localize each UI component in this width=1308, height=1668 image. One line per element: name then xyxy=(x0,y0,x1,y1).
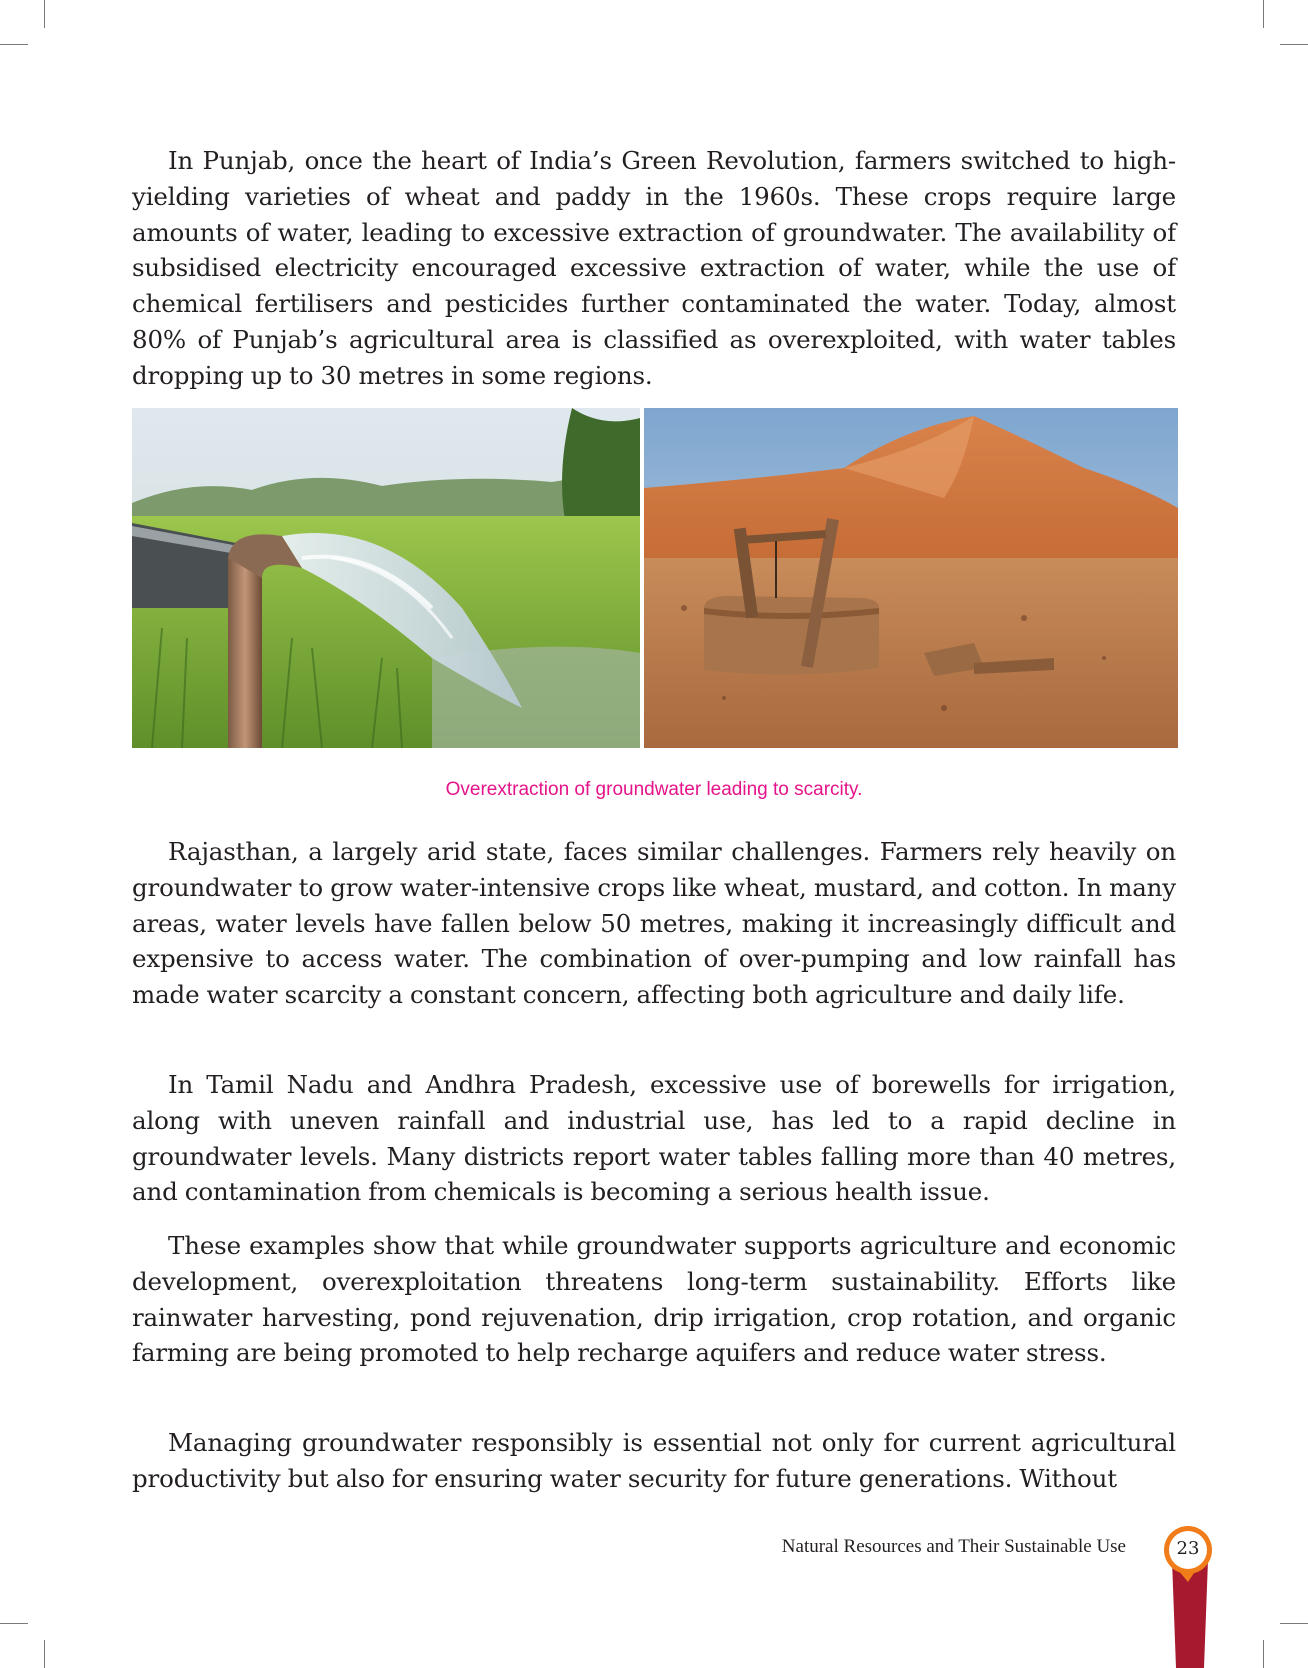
footer-chapter-title: Natural Resources and Their Sustainable Use xyxy=(781,1536,1126,1557)
paragraph-managing: Managing groundwater responsibly is essential not only for current agricultural productivity but also for ensuring water security for future generations. Without xyxy=(132,1428,1176,1493)
paragraph-punjab: In Punjab, once the heart of India’s Green Revolution, farmers switched to high-yielding varieties of wheat and paddy in the 1960s. These crops require large amounts of water, leading to excessive extraction of groundwater. The availability of subsidised electricity encouraged excessive extraction of water, while the use of chemical fertilisers and pesticides further contaminated the water. Today, almost 80% of Punjab’s agricultural area is classified as overexploited, with water tables dropping up to 30 metres in some regions. xyxy=(132,146,1176,390)
paragraph-rajasthan: Rajasthan, a largely arid state, faces similar challenges. Farmers rely heavily on groundwater to grow water-intensive crops like wheat, mustard, and cotton. In many areas, water levels have fallen below 50 metres, making it increasingly difficult and expensive to access water. The combination of over-pumping and low rainfall has made water scarcity a constant concern, affecting both agriculture and daily life. xyxy=(132,837,1176,1010)
crop-mark-top-right xyxy=(1280,44,1308,45)
crop-mark-bottom-left xyxy=(0,1623,28,1624)
page-number-badge xyxy=(1160,1520,1220,1668)
crop-mark-bottom-left xyxy=(44,1640,45,1668)
crop-mark-top-left xyxy=(0,44,28,45)
crop-mark-top-left xyxy=(44,0,45,28)
paragraph-tamil-nadu: In Tamil Nadu and Andhra Pradesh, excessive use of borewells for irrigation, along with uneven rainfall and industrial use, has led to a rapid decline in groundwater levels. Many districts report water tables falling more than 40 metres, and contamination from chemicals is becoming a serious health issue. xyxy=(132,1070,1176,1207)
crop-mark-top-right xyxy=(1263,0,1264,28)
paragraph-examples: These examples show that while groundwater supports agriculture and economic development, overexploitation threatens long-term sustainability. Efforts like rainwater harvesting, pond rejuvenation, drip irrigation, crop rotation, and organic farming are being promoted to help recharge aquifers and reduce water stress. xyxy=(132,1231,1176,1368)
crop-mark-bottom-right xyxy=(1280,1623,1308,1624)
photo-desert-well xyxy=(644,408,1178,748)
photo-pump-irrigation xyxy=(132,408,640,748)
figure-caption: Overextraction of groundwater leading to scarcity. xyxy=(445,779,863,800)
crop-mark-bottom-right xyxy=(1263,1640,1264,1668)
page-number: 23 xyxy=(1176,1538,1200,1559)
